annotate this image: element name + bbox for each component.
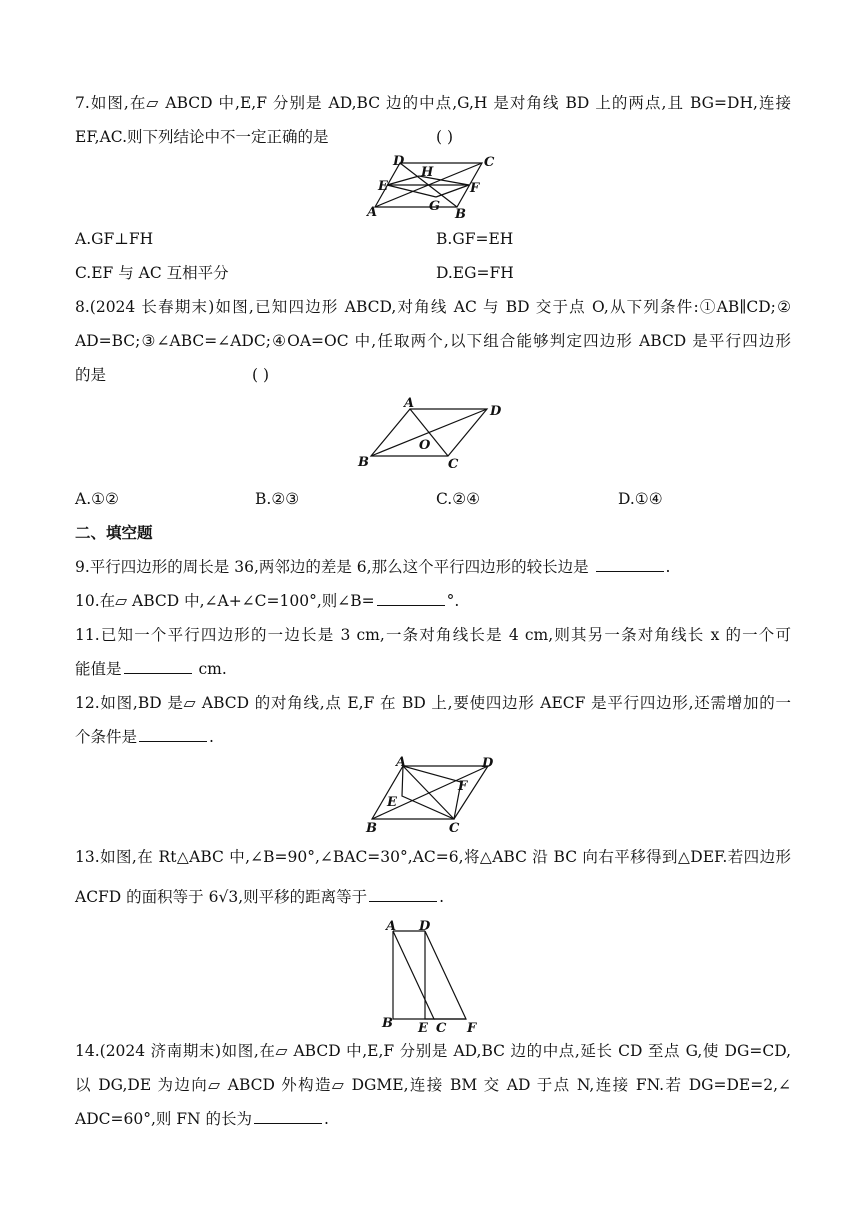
q13-line2 [75,886,444,908]
q7-label-b: B [455,207,466,222]
q12-figure [358,754,508,834]
q10-text-end: °. [446,592,460,610]
q13-line1: 13.如图,在 Rt△ABC 中,∠B=90°,∠BAC=30°,AC=6,将△ABC 沿 BC 向右平移得到△DEF.若四边形 [75,848,791,866]
q12-label-b: B [366,821,377,834]
q7-line2-text: EF,AC.则下列结论中不一定正确的是 [75,128,329,146]
q12-text: 个条件是 [75,728,138,746]
q9-text: 9.平行四边形的周长是 36,两邻边的差是 6,那么这个平行四边形的较长边是 [75,558,589,576]
q7-label-f: F [470,181,480,196]
q8-figure [352,396,512,472]
q13-label-e: E [418,1021,428,1034]
q12-text-end: . [209,728,214,746]
q8-line1: 8.(2024 长春期末)如图,已知四边形 ABCD,对角线 AC 与 BD 交于点 O,从下列条件:①AB∥CD;② [75,298,791,316]
q12-line1: 12.如图,BD 是▱ ABCD 的对角线,点 E,F 在 BD 上,要使四边形 AECF 是平行四边形,还需增加的一 [75,694,791,712]
q12-line-ac [403,766,454,819]
q13-triangle-abc [393,931,434,1019]
q8-answer-paren: ( ) [252,366,270,384]
q13-label-f: F [467,1021,477,1034]
q8-label-b: B [358,455,369,470]
q9-answer-blank[interactable] [596,557,664,572]
q7-label-c: C [484,155,495,170]
q7-answer-paren: ( ) [436,128,454,146]
q12-label-c: C [449,821,460,834]
q7-line-eg [387,185,436,197]
q13-label-b: B [382,1016,393,1031]
q8-option-c: C.②④ [436,490,481,508]
q14-text: ADC=60°,则 FN 的长为 [75,1110,253,1128]
q11-line2 [75,658,227,680]
q11-text: 能值是 [75,660,122,678]
q14-line3 [75,1108,329,1130]
q13-label-a: A [386,919,397,934]
q7-label-d: D [393,154,405,169]
q8-label-d: D [490,404,502,419]
q7-label-e: E [378,179,388,194]
q8-label-c: C [448,457,459,472]
q7-option-d: D.EG=FH [436,264,514,282]
q14-line1: 14.(2024 济南期末)如图,在▱ ABCD 中,E,F 分别是 AD,BC 边的中点,延长 CD 至点 G,使 DG=CD, [75,1042,791,1060]
q12-line2 [75,726,214,748]
q7-label-a: A [367,205,378,220]
q7-line2 [75,126,329,148]
q7-figure [362,152,502,224]
q13-text: ACFD 的面积等于 6√3,则平移的距离等于 [75,888,368,906]
q7-label-g: G [429,199,441,214]
q8-line3: 的是 [75,366,107,384]
q10-text: 10.在▱ ABCD 中,∠A+∠C=100°,则∠B= [75,592,375,610]
q8-option-a: A.①② [75,490,119,508]
q7-option-a: A.GF⊥FH [75,230,154,248]
q12-label-e: E [387,795,397,810]
q9-text-end: . [665,558,671,576]
q14-line2: 以 DG,DE 为边向▱ ABCD 外构造▱ DGME,连接 BM 交 AD 于点 N,连接 FN.若 DG=DE=2,∠ [75,1076,791,1094]
q13-triangle-def [425,931,466,1019]
q13-answer-blank[interactable] [369,887,437,902]
q14-text-end: . [324,1110,329,1128]
q13-label-c: C [436,1021,447,1034]
q11-line1: 11.已知一个平行四边形的一边长是 3 cm,一条对角线长是 4 cm,则其另一条对角线长 x 的一个可 [75,626,791,644]
q14-answer-blank[interactable] [254,1109,322,1124]
q8-label-o: O [419,438,431,453]
q7-option-b: B.GF=EH [436,230,514,248]
section-heading-fill-in: 二、填空题 [75,524,153,542]
q8-label-a: A [404,396,415,411]
q12-label-a: A [396,755,407,770]
q13-text-end: . [439,888,445,906]
q8-option-d: D.①④ [618,490,663,508]
q10 [75,590,459,612]
q13-figure [374,916,494,1034]
q8-option-b: B.②③ [255,490,300,508]
q12-label-f: F [458,779,468,794]
q7-line1: 7.如图,在▱ ABCD 中,E,F 分别是 AD,BC 边的中点,G,H 是对角线 BD 上的两点,且 BG=DH,连接 [75,94,791,112]
q7-option-c: C.EF 与 AC 互相平分 [75,264,229,282]
q12-answer-blank[interactable] [139,727,207,742]
q12-label-d: D [482,756,494,771]
q11-answer-blank[interactable] [124,659,192,674]
q11-unit: cm. [198,660,227,678]
q13-label-d: D [419,919,431,934]
q7-label-h: H [421,165,434,180]
q9 [75,556,670,578]
q8-line2: AD=BC;③∠ABC=∠ADC;④OA=OC 中,任取两个,以下组合能够判定四边形 ABCD 是平行四边形 [75,332,791,350]
q10-answer-blank[interactable] [377,591,445,606]
